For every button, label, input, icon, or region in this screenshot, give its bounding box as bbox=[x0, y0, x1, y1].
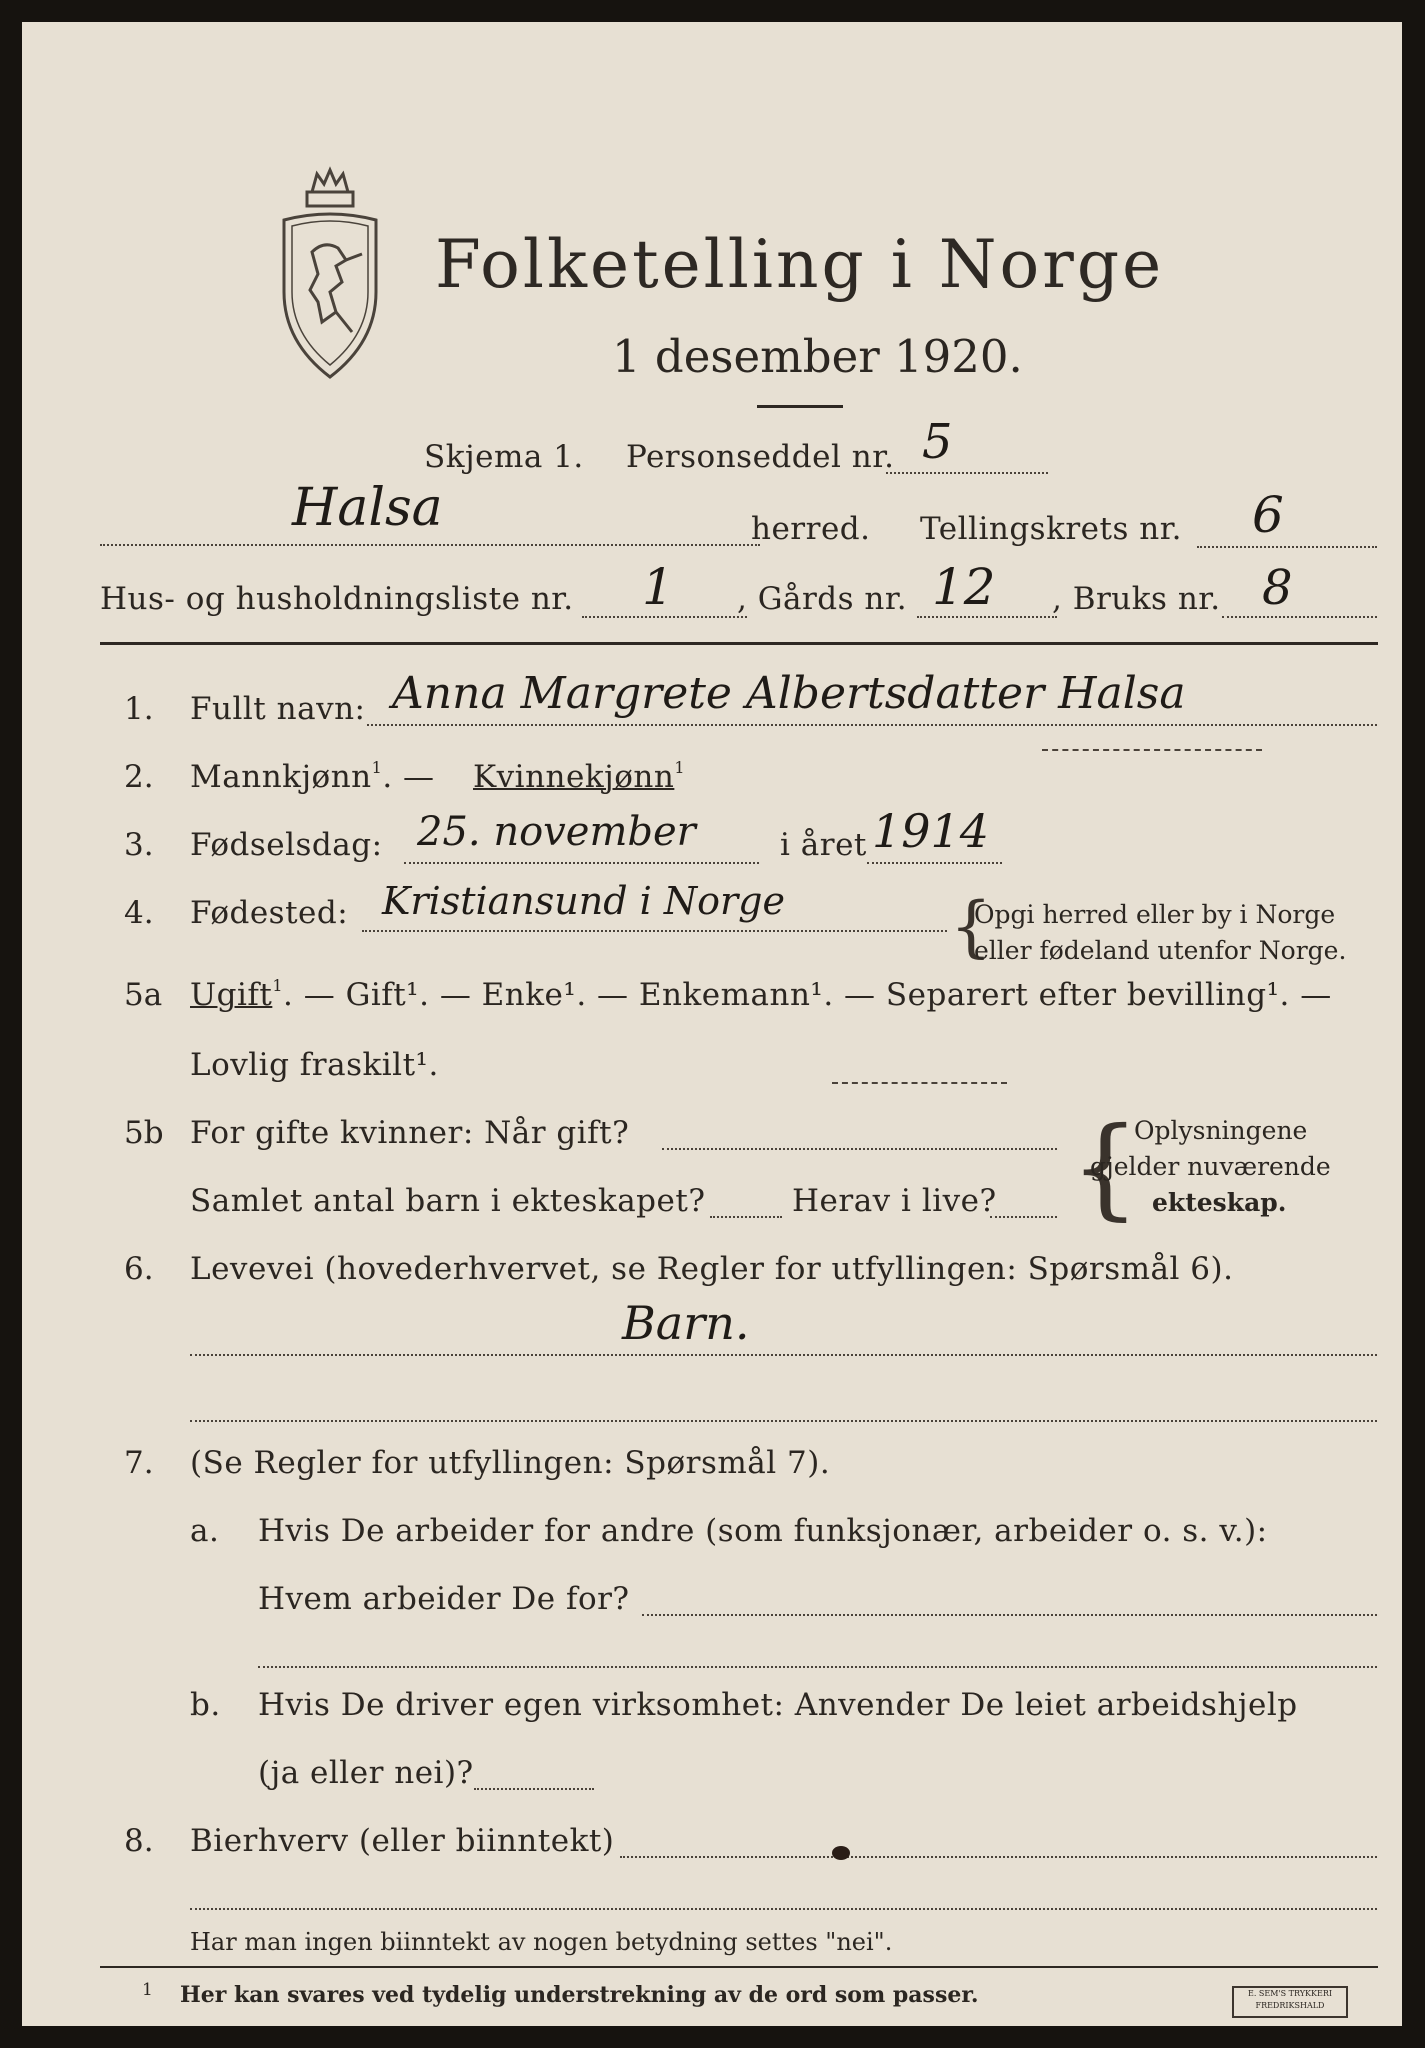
hired-help-field[interactable] bbox=[474, 1788, 594, 1790]
gards-value: 12 bbox=[932, 558, 996, 616]
skjema-label: Skjema 1. bbox=[424, 439, 584, 475]
gender-male-option[interactable]: Mannkjønn$^1$. — bbox=[190, 758, 435, 795]
no-income-note: Har man ingen biinntekt av nogen betydning settes "nei". bbox=[190, 1928, 893, 1956]
tellingskrets-value: 6 bbox=[1252, 486, 1284, 544]
children-count-field[interactable] bbox=[710, 1216, 782, 1218]
q7a-text: Hvis De arbeider for andre (som funksjonær, arbeider o. s. v.): bbox=[258, 1513, 1268, 1549]
birth-year-value: 1914 bbox=[872, 804, 990, 858]
marriage-note-brace: { bbox=[1070, 1103, 1140, 1231]
occupation-value: Barn. bbox=[622, 1296, 750, 1350]
children-alive-field[interactable] bbox=[990, 1216, 1057, 1218]
header-rule bbox=[100, 642, 1378, 645]
birthdate-value: 25. november bbox=[417, 809, 696, 855]
children-alive-label: Herav i live? bbox=[792, 1183, 997, 1219]
q7-number: 7. bbox=[124, 1445, 154, 1481]
q8-label: Bierhverv (eller biinntekt) bbox=[190, 1823, 615, 1859]
gards-label: , Gårds nr. bbox=[737, 581, 908, 617]
when-married-label: For gifte kvinner: Når gift? bbox=[190, 1115, 630, 1151]
q4-label: Fødested: bbox=[190, 895, 349, 931]
birthplace-note-line1: Opgi herred eller by i Norge bbox=[974, 900, 1336, 929]
title-divider bbox=[757, 405, 843, 408]
q8-number: 8. bbox=[124, 1823, 154, 1859]
stamp-line2: FREDRIKSHALD bbox=[1255, 2001, 1325, 2010]
personseddel-label: Personseddel nr. bbox=[626, 439, 895, 475]
name-underline-mark bbox=[1042, 749, 1262, 751]
q3-label: Fødselsdag: bbox=[190, 827, 383, 863]
q2-number: 2. bbox=[124, 759, 154, 795]
occupation-field-2[interactable] bbox=[190, 1420, 1377, 1422]
employer-label: Hvem arbeider De for? bbox=[258, 1581, 630, 1617]
bruks-label: , Bruks nr. bbox=[1052, 581, 1221, 617]
ink-blot bbox=[832, 1846, 850, 1860]
employer-field-2[interactable] bbox=[258, 1666, 1377, 1668]
personseddel-field[interactable] bbox=[886, 472, 1048, 474]
birth-year-field[interactable] bbox=[867, 862, 1002, 864]
personseddel-value: 5 bbox=[922, 414, 953, 470]
tellingskrets-label: Tellingskrets nr. bbox=[920, 511, 1182, 547]
birthplace-note-line2: eller fødeland utenfor Norge. bbox=[974, 936, 1347, 965]
when-married-field[interactable] bbox=[662, 1148, 1057, 1150]
birthdate-field[interactable] bbox=[404, 862, 759, 864]
marriage-note-line2: gjelder nuværende bbox=[1090, 1152, 1331, 1181]
full-name-field[interactable] bbox=[367, 724, 1377, 726]
q7a-letter: a. bbox=[190, 1513, 220, 1549]
birthplace-note-brace: { bbox=[950, 888, 992, 965]
q7b-text: Hvis De driver egen virksomhet: Anvender De leiet arbeidshjelp bbox=[258, 1687, 1298, 1723]
q6-label: Levevei (hovederhvervet, se Regler for utfyllingen: Spørsmål 6). bbox=[190, 1251, 1234, 1287]
coat-of-arms-icon bbox=[262, 162, 397, 382]
hus-label: Hus- og husholdningsliste nr. bbox=[100, 581, 574, 617]
q5a-number: 5a bbox=[124, 977, 163, 1013]
tellingskrets-field[interactable] bbox=[1197, 546, 1377, 548]
gards-field[interactable] bbox=[917, 616, 1057, 618]
form-title: Folketelling i Norge bbox=[435, 226, 1165, 303]
birthplace-value: Kristiansund i Norge bbox=[382, 879, 785, 923]
marriage-note-line1: Oplysningene bbox=[1134, 1116, 1308, 1145]
herred-field[interactable] bbox=[100, 544, 760, 546]
q1-label: Fullt navn: bbox=[190, 691, 366, 727]
side-income-field[interactable] bbox=[620, 1856, 1377, 1858]
census-date: 1 desember 1920. bbox=[612, 330, 1023, 383]
side-income-field-2[interactable] bbox=[190, 1908, 1377, 1910]
marriage-note-line3: ekteskap. bbox=[1152, 1188, 1287, 1217]
herred-value: Halsa bbox=[292, 478, 443, 538]
footer-rule bbox=[100, 1966, 1378, 1968]
q1-number: 1. bbox=[124, 691, 154, 727]
marital-status-options[interactable]: Ugift$^1$. — Gift¹. — Enke¹. — Enkemann¹. — Separert efter bevilling¹. — bbox=[190, 976, 1332, 1013]
printer-stamp bbox=[1232, 1986, 1348, 2018]
hus-value: 1 bbox=[642, 558, 674, 616]
hired-help-label: (ja eller nei)? bbox=[258, 1755, 474, 1791]
q7b-letter: b. bbox=[190, 1687, 221, 1723]
ugift-option[interactable]: Ugift bbox=[190, 977, 273, 1013]
herred-label: herred. bbox=[751, 511, 871, 547]
q4-number: 4. bbox=[124, 895, 154, 931]
q3-number: 3. bbox=[124, 827, 154, 863]
footnote-mark: 1 bbox=[142, 1980, 153, 2000]
full-name-value: Anna Margrete Albertsdatter Halsa bbox=[392, 668, 1186, 719]
bruks-field[interactable] bbox=[1222, 616, 1377, 618]
hus-field[interactable] bbox=[582, 616, 747, 618]
gender-female-option[interactable]: Kvinnekjønn$^1$ bbox=[473, 758, 686, 795]
bruks-value: 8 bbox=[1262, 560, 1293, 616]
q6-number: 6. bbox=[124, 1251, 154, 1287]
birthplace-field[interactable] bbox=[362, 930, 947, 932]
footnote-text: Her kan svares ved tydelig understrekning av de ord som passer. bbox=[180, 1982, 979, 2008]
marital-status-line2: Lovlig fraskilt¹. bbox=[190, 1047, 439, 1083]
ugift-mark bbox=[832, 1082, 1007, 1084]
q5b-number: 5b bbox=[124, 1115, 164, 1151]
census-form bbox=[22, 22, 1402, 2026]
employer-field[interactable] bbox=[642, 1614, 1377, 1616]
stamp-line1: E. SEM'S TRYKKERI bbox=[1247, 1989, 1333, 1998]
q7-label: (Se Regler for utfyllingen: Spørsmål 7). bbox=[190, 1445, 831, 1481]
year-label: i året bbox=[780, 827, 867, 863]
occupation-field-1[interactable] bbox=[190, 1354, 1377, 1356]
children-count-label: Samlet antal barn i ekteskapet? bbox=[190, 1183, 706, 1219]
